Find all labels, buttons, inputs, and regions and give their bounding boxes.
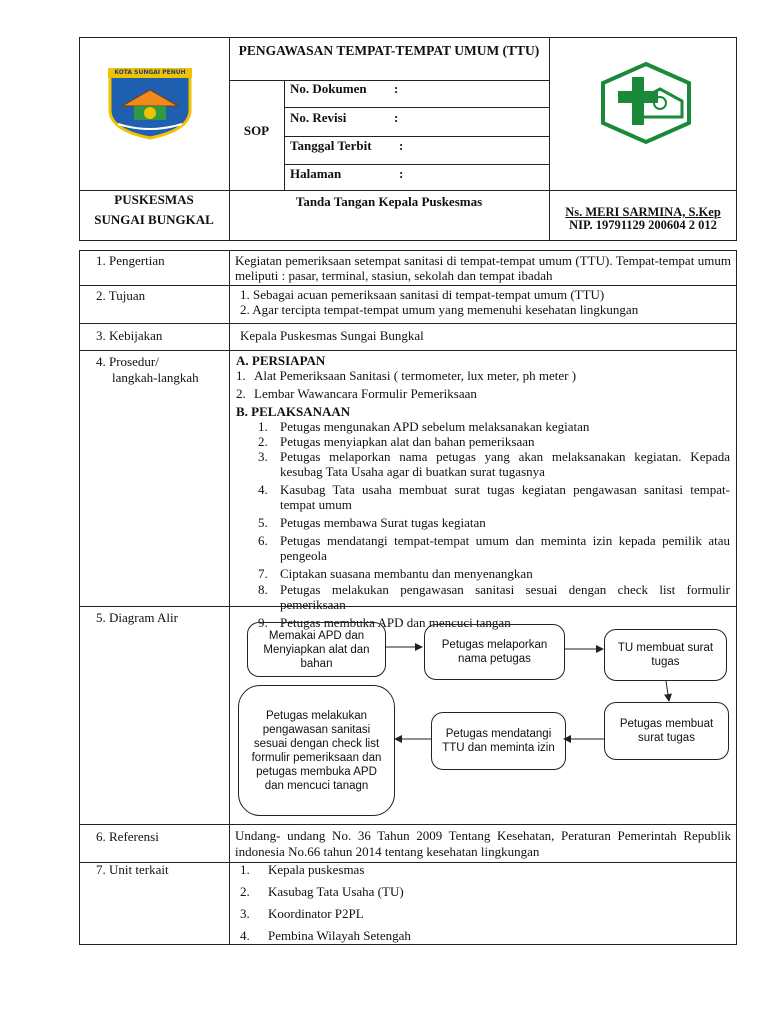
field-doc-number-value: : bbox=[394, 81, 399, 96]
pelaksanaan-title: B. PELAKSANAAN bbox=[236, 404, 351, 419]
pelaksanaan-item: 5. Petugas membawa Surat tugas kegiatan bbox=[258, 515, 486, 530]
field-page-value: : bbox=[399, 166, 404, 181]
label-pengertian: 1. Pengertian bbox=[96, 253, 165, 268]
label-unit: 7. Unit terkait bbox=[96, 862, 169, 877]
flow-arrow bbox=[666, 681, 669, 701]
persiapan-title: A. PERSIAPAN bbox=[236, 353, 326, 368]
field-issue-date-value: : bbox=[399, 138, 404, 153]
field-doc-number-label: No. Dokumen bbox=[290, 81, 367, 96]
unit-item: 2. Kasubag Tata Usaha (TU) bbox=[240, 884, 404, 899]
label-referensi: 6. Referensi bbox=[96, 829, 159, 844]
flow-box-6: Petugas melakukan pengawasan sanitasi sesuai dengan check list formulir pemeriksaan dan petugas membuka APD dan mencuci tanagn bbox=[238, 685, 395, 816]
label-prosedur-2: langkah-langkah bbox=[112, 370, 199, 385]
unit-item: 1. Kepala puskesmas bbox=[240, 862, 365, 877]
referensi-text: Undang- undang No. 36 Tahun 2009 Tentang Kesehatan, Peraturan Pemerintah Republik indonesia No.66 tahun 2014 tentang kesehatan lingkungan bbox=[235, 828, 731, 859]
label-prosedur: 4. Prosedur/ bbox=[96, 354, 159, 369]
prosedur-content bbox=[236, 353, 730, 630]
field-revision-value: : bbox=[394, 110, 399, 125]
city-logo bbox=[104, 66, 196, 140]
field-page-label: Halaman bbox=[290, 166, 342, 181]
pelaksanaan-item: 4. Kasubag Tata usaha membuat surat tugas kegiatan pengawasan sanitasi tempat- tempat umum bbox=[258, 482, 730, 512]
unit-list bbox=[240, 862, 720, 950]
signer-nip: NIP. 19791129 200604 2 012 bbox=[569, 218, 717, 232]
label-tujuan: 2. Tujuan bbox=[96, 288, 146, 303]
pelaksanaan-item: 9. Petugas membuka APD dan mencuci tangan bbox=[258, 615, 511, 630]
pelaksanaan-item: 2. Petugas menyiapkan alat dan bahan pemeriksaan bbox=[258, 434, 535, 449]
org-line-2: SUNGAI BUNGKAL bbox=[94, 212, 214, 227]
pengertian-text: Kegiatan pemeriksaan setempat sanitasi di tempat-tempat umum (TTU). Tempat-tempat umum meliputi : pasar, terminal, stasiun, sekolah dan tempat ibadah bbox=[235, 253, 731, 283]
unit-item: 4. Pembina Wilayah Setengah bbox=[240, 928, 411, 943]
field-revision-label: No. Revisi bbox=[290, 110, 347, 125]
persiapan-item: 1. Alat Pemeriksaan Sanitasi ( termometer, lux meter, ph meter ) bbox=[236, 368, 577, 383]
pelaksanaan-item: 3. Petugas melaporkan nama petugas yang akan melaksanakan kegiatan. Kepada kesubag Tata Usaha agar di buatkan surat tugasnya bbox=[258, 449, 730, 479]
field-issue-date-label: Tanggal Terbit bbox=[290, 138, 372, 153]
document-title: PENGAWASAN TEMPAT-TEMPAT UMUM (TTU) bbox=[238, 43, 540, 58]
city-logo-text: KOTA SUNGAI PENUH bbox=[114, 69, 186, 76]
sop-label: SOP bbox=[243, 123, 270, 138]
label-kebijakan: 3. Kebijakan bbox=[96, 328, 163, 343]
tujuan-item-2: 2. Agar tercipta tempat-tempat umum yang memenuhi kesehatan lingkungan bbox=[240, 302, 639, 317]
flow-box-1: Memakai APD dan Menyiapkan alat dan bahan bbox=[247, 622, 386, 677]
persiapan-item: 2. Lembar Wawancara Formulir Pemeriksaan bbox=[236, 386, 477, 401]
pelaksanaan-item: 7. Ciptakan suasana membantu dan menyenangkan bbox=[258, 566, 533, 581]
puskesmas-logo bbox=[598, 61, 694, 145]
unit-item: 3. Koordinator P2PL bbox=[240, 906, 364, 921]
kebijakan-text: Kepala Puskesmas Sungai Bungkal bbox=[240, 328, 424, 343]
pelaksanaan-item: 6. Petugas mendatangi tempat-tempat umum dan meminta izin kepada pemilik atau pengeola bbox=[258, 533, 730, 563]
pelaksanaan-item: 8. Petugas melakukan pengawasan sanitasi sesuai dengan check list formulir pemeriksaan bbox=[258, 582, 730, 612]
flow-box-2: Petugas melaporkan nama petugas bbox=[424, 624, 565, 680]
flow-box-5: Petugas mendatangi TTU dan meminta izin bbox=[431, 712, 566, 770]
signature-label: Tanda Tangan Kepala Puskesmas bbox=[295, 194, 483, 209]
flow-box-3: TU membuat surat tugas bbox=[604, 629, 727, 681]
flow-box-4: Petugas membuat surat tugas bbox=[604, 702, 729, 760]
pelaksanaan-item: 1. Petugas mengunakan APD sebelum melaksanakan kegiatan bbox=[258, 419, 590, 434]
tujuan-item-1: 1. Sebagai acuan pemeriksaan sanitasi di tempat-tempat umum (TTU) bbox=[240, 287, 605, 302]
signer-name: Ns. MERI SARMINA, S.Kep bbox=[565, 205, 721, 219]
org-line-1: PUSKESMAS bbox=[114, 192, 194, 207]
label-diagram: 5. Diagram Alir bbox=[96, 610, 178, 625]
